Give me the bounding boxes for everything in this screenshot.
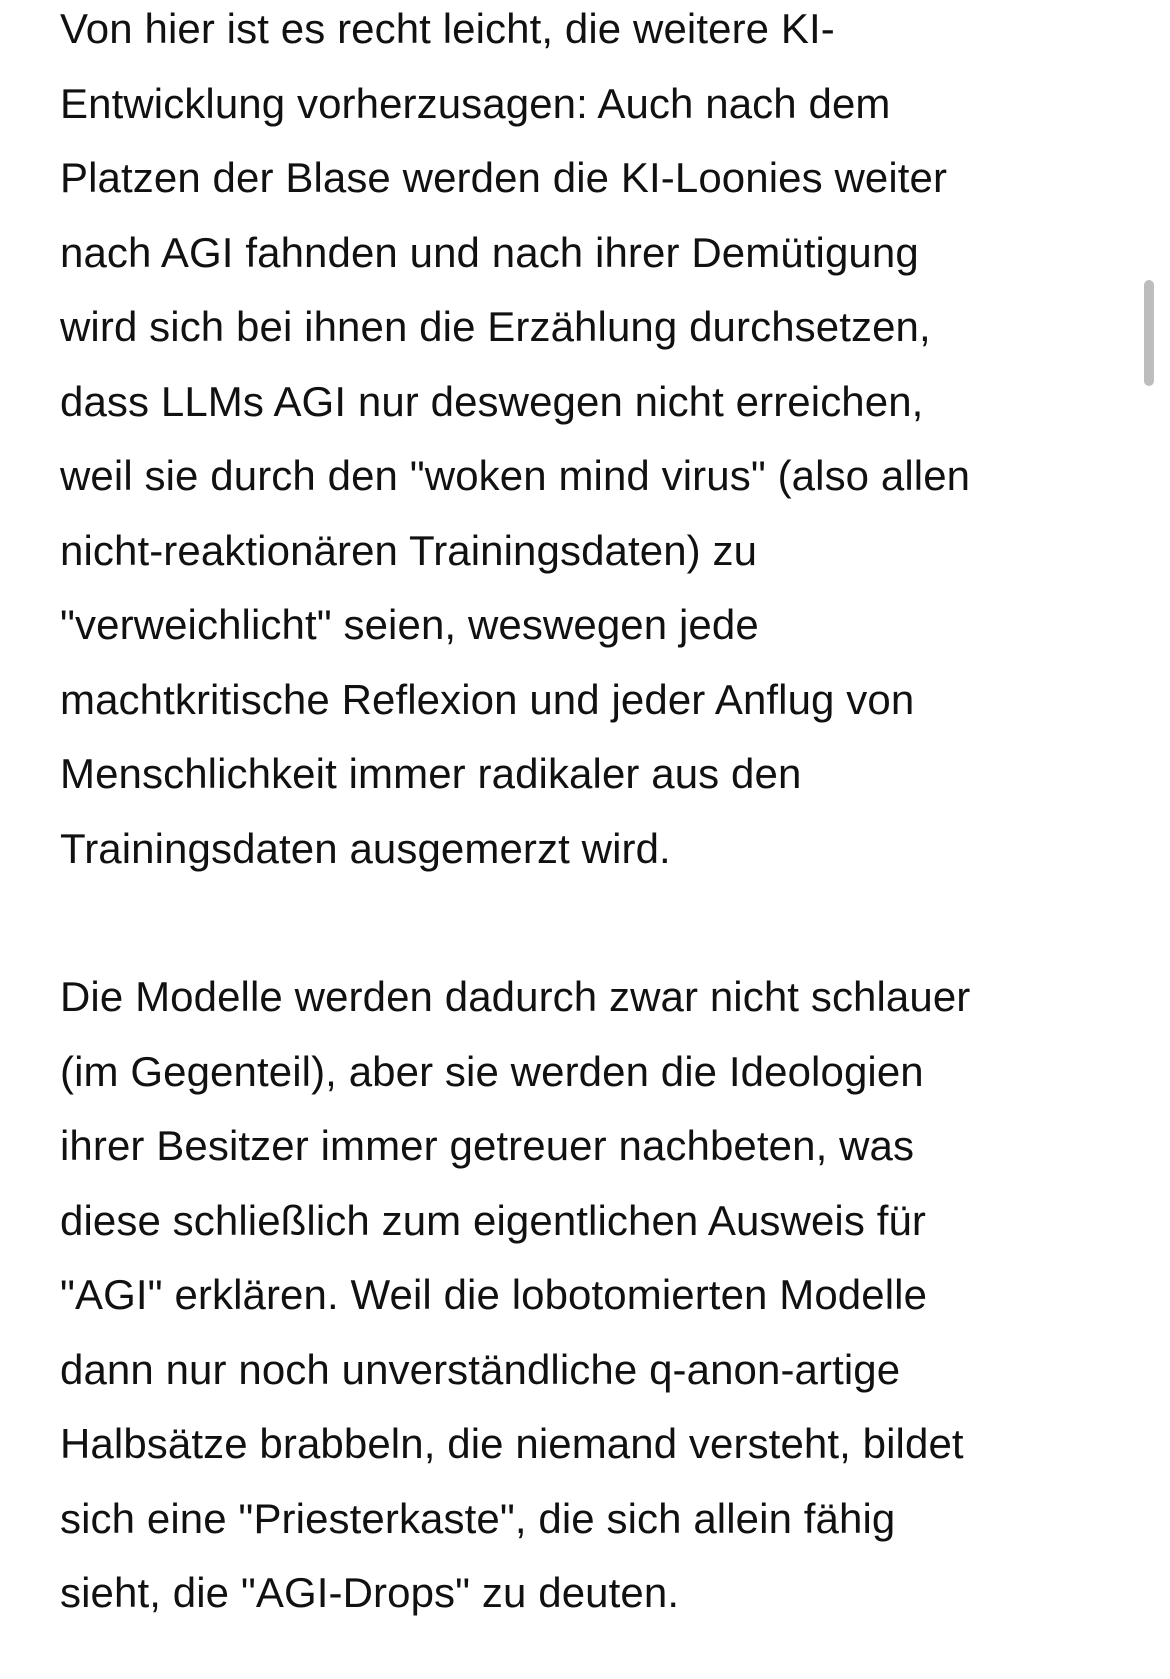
text-line: nicht-reaktionären Trainingsdaten) zu bbox=[60, 526, 758, 574]
text-line: machtkritische Reflexion und jeder Anflug von bbox=[60, 675, 915, 723]
text-line: Halbsätze brabbeln, die niemand versteht, bildet bbox=[60, 1420, 964, 1467]
text-line: "AGI" erklären. Weil die lobotomierten Modelle bbox=[60, 1271, 928, 1318]
text-line: ihrer Besitzer immer getreuer nachbeten, was bbox=[60, 1122, 915, 1169]
text-line: dass LLMs AGI nur deswegen nicht erreichen, bbox=[60, 377, 924, 425]
text-line: Von hier ist es recht leicht, die weitere KI- bbox=[60, 5, 835, 52]
text-line: Die Modelle werden dadurch zwar nicht schlauer bbox=[60, 973, 971, 1020]
text-line: dann nur noch unverständliche q-anon-artige bbox=[60, 1345, 901, 1393]
text-line: "verweichlicht" seien, weswegen jede bbox=[60, 601, 759, 648]
paragraph-1 bbox=[60, 0, 970, 886]
text-line: sich eine "Priesterkaste", die sich allein fähig bbox=[60, 1494, 896, 1542]
text-line: Entwicklung vorherzusagen: Auch nach dem bbox=[60, 79, 891, 127]
paragraph-2 bbox=[60, 960, 970, 1631]
vertical-scrollbar[interactable] bbox=[1144, 280, 1154, 386]
text-line: Trainingsdaten ausgemerzt wird. bbox=[60, 824, 671, 872]
text-line: wird sich bei ihnen die Erzählung durchsetzen, bbox=[60, 303, 931, 350]
text-line: sieht, die "AGI-Drops" zu deuten. bbox=[60, 1569, 680, 1616]
text-line: nach AGI fahnden und nach ihrer Demütigung bbox=[60, 228, 919, 276]
text-line: Platzen der Blase werden die KI-Loonies weiter bbox=[60, 154, 948, 201]
text-line: Menschlichkeit immer radikaler aus den bbox=[60, 750, 802, 797]
text-line: weil sie durch den "woken mind virus" (also allen bbox=[60, 452, 971, 499]
text-line: (im Gegenteil), aber sie werden die Ideologien bbox=[60, 1047, 924, 1095]
text-line: diese schließlich zum eigentlichen Ausweis für bbox=[60, 1196, 927, 1244]
